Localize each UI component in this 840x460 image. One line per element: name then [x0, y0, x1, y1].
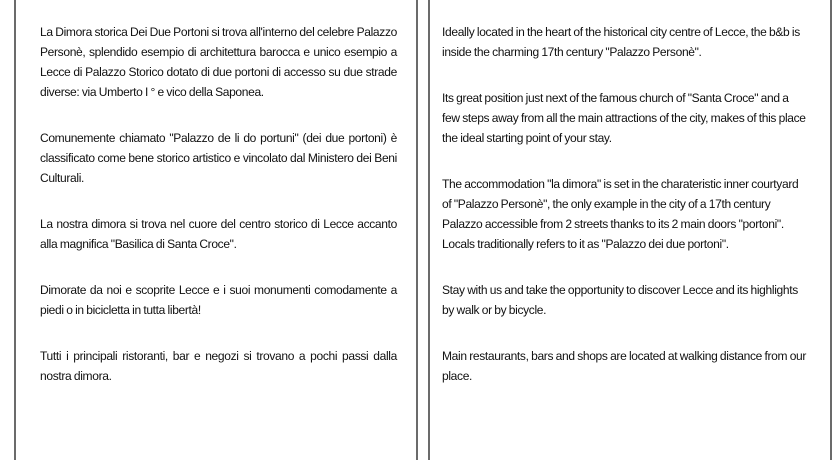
english-paragraph-invitation: Stay with us and take the opportunity to discover Lecce and its highlights by walk or by bicycle. [442, 283, 798, 317]
italian-paragraph-invitation: Dimorate da noi e scoprite Lecce e i suoi monumenti comodamente a piedi o in bicicletta in tutta libertà! [40, 283, 397, 317]
english-paragraph-location: Ideally located in the heart of the historical city centre of Lecce, the b&b is inside the charming 17th century "Palazzo Personè". [442, 25, 800, 59]
english-paragraph-accommodation: The accommodation "la dimora" is set in the charateristic inner courtyard of "Palazzo Personè", the only example in the city of a 17th century Palazzo accessible from 2 streets thanks to its 2 main doors "portoni". Locals traditionally refers to it as "Palazzo dei due portoni". [442, 177, 799, 251]
italian-paragraph-classification: Comunemente chiamato "Palazzo de li do portuni" (dei due portoni) è classificato come bene storico artistico e vincolato dal Ministero dei Beni Culturali. [40, 131, 397, 185]
italian-description-column [14, 0, 418, 460]
english-paragraph-position: Its great position just next of the famous church of "Santa Croce" and a few steps away from all the main attractions of the city, makes of this place the ideal starting point of your stay. [442, 91, 806, 145]
english-paragraph-nearby: Main restaurants, bars and shops are located at walking distance from our place. [442, 349, 807, 383]
italian-paragraph-history: La Dimora storica Dei Due Portoni si trova all'interno del celebre Palazzo Personè, splendido esempio di architettura barocca e unico esempio a Lecce di Palazzo Storico dotato di due portoni di accesso su due strade diverse: via Umberto I ° e vico della Saponea. [40, 25, 397, 99]
italian-paragraph-location: La nostra dimora si trova nel cuore del centro storico di Lecce accanto alla magnifica "Basilica di Santa Croce". [40, 217, 397, 251]
english-description-column [428, 0, 832, 460]
italian-paragraph-nearby: Tutti i principali ristoranti, bar e negozi si trovano a pochi passi dalla nostra dimora. [40, 349, 397, 383]
